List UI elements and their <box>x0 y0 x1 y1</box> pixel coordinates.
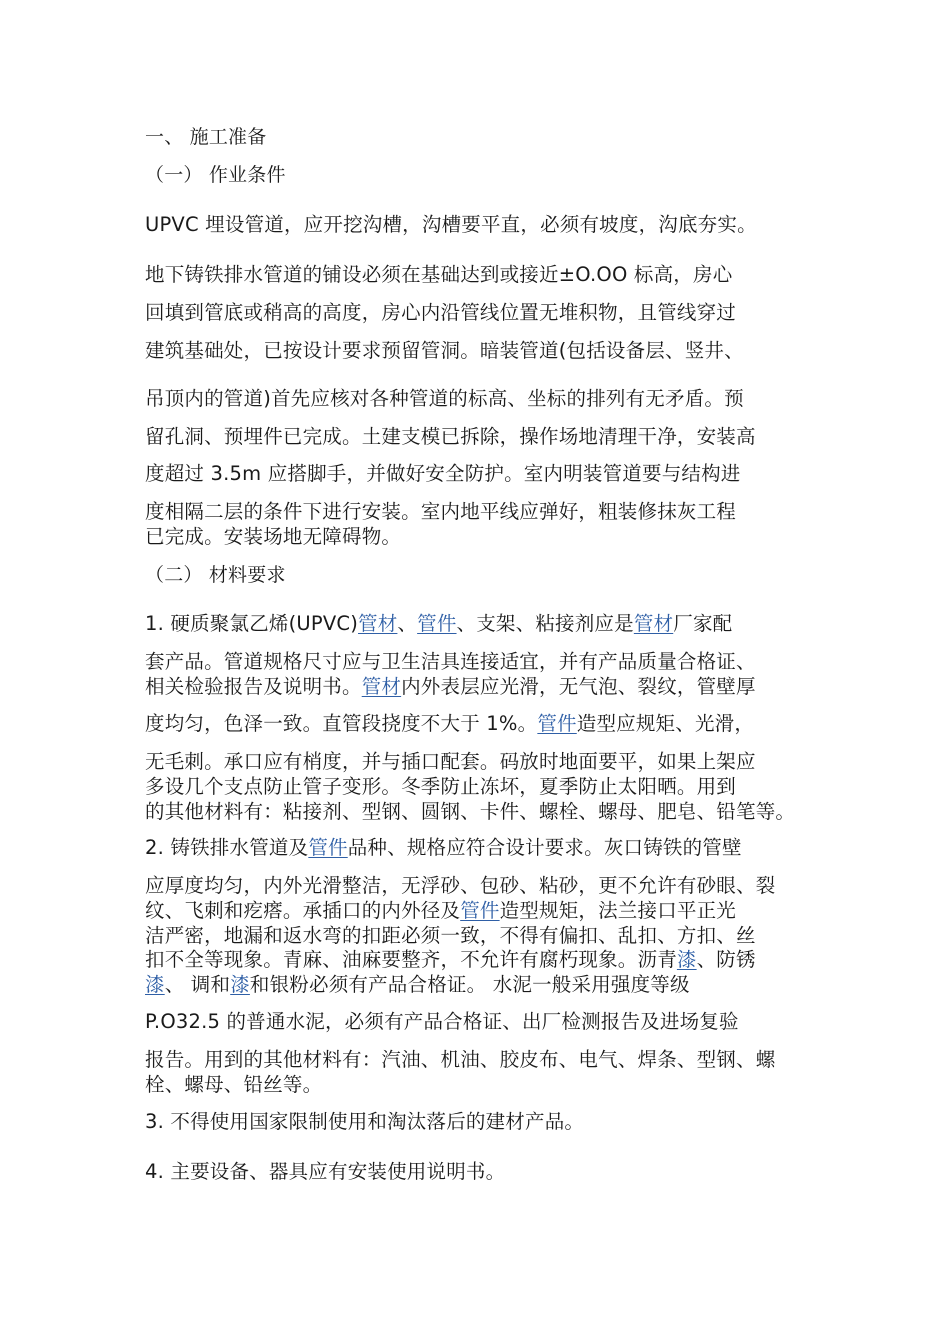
pipe-fitting-link[interactable]: 管件 <box>417 612 457 635</box>
paragraph-line: 建筑基础处，已按设计要求预留管洞。暗装管道(包括设备层、竖井、 <box>145 339 744 362</box>
subsection-title: （二） 材料要求 <box>145 564 286 586</box>
item3-line: 3. 不得使用国家限制使用和淘汰落后的建材产品。 <box>145 1110 585 1133</box>
paint-link[interactable]: 漆 <box>230 973 250 996</box>
item1-line: 多设几个支点防止管子变形。冬季防止冻坏，夏季防止太阳晒。用到 <box>145 775 737 798</box>
text-run: 、支架、粘接剂应是 <box>456 612 634 635</box>
paint-link[interactable]: 漆 <box>676 948 697 971</box>
subsection-title: （一） 作业条件 <box>145 164 286 186</box>
text-run: 造型应规矩、光滑， <box>576 712 755 735</box>
text-run: 内外表层应光滑，无气泡、裂纹，管壁厚 <box>401 675 756 698</box>
item2-line: 栓、螺母、铅丝等。 <box>145 1073 323 1096</box>
paragraph-line: 留孔洞、预埋件已完成。土建支模已拆除，操作场地清理干净，安装高 <box>145 425 756 448</box>
text-run: 度均匀，色泽一致。直管段挠度不大于 1%。 <box>145 712 538 735</box>
item1-line: 的其他材料有：粘接剂、型钢、圆钢、卡件、螺栓、螺母、肥皂、铅笔等。 <box>145 800 796 823</box>
text-run: 品种、规格应符合设计要求。灰口铸铁的管壁 <box>347 836 742 859</box>
text-run: 造型规矩，法兰接口平正光 <box>499 899 737 922</box>
text-run: 相关检验报告及说明书。 <box>145 675 362 698</box>
pipe-fitting-link[interactable]: 管件 <box>537 712 577 735</box>
item4-line: 4. 主要设备、器具应有安装使用说明书。 <box>145 1160 506 1183</box>
paint-link[interactable]: 漆 <box>145 973 165 996</box>
item2-line: 报告。用到的其他材料有：汽油、机油、胶皮布、电气、焊条、型钢、螺 <box>145 1048 776 1071</box>
item2-line: P.O32.5 的普通水泥，必须有产品合格证、出厂检测报告及进场复验 <box>145 1010 739 1033</box>
item2-line <box>145 898 736 924</box>
text-run: 扣不全等现象。青麻、油麻要整齐，不允许有腐朽现象。沥青 <box>145 948 677 971</box>
pipe-material-link[interactable]: 管材 <box>358 612 398 635</box>
item1-line: 无毛刺。承口应有梢度，并与插口配套。码放时地面要平，如果上架应 <box>145 750 756 773</box>
paragraph-line: 度相隔二层的条件下进行安装。室内地平线应弹好，粗装修抹灰工程 <box>145 500 737 523</box>
item2-line <box>145 972 690 998</box>
text-run: 和银粉必须有产品合格证。 水泥一般采用强度等级 <box>249 973 690 996</box>
item1-line: 套产品。管道规格尺寸应与卫生洁具连接适宜，并有产品质量合格证、 <box>145 650 756 673</box>
paragraph-line: 吊顶内的管道)首先应核对各种管道的标高、坐标的排列有无矛盾。预 <box>145 387 744 410</box>
text-run: 、 <box>397 612 418 635</box>
item1-line <box>145 611 732 637</box>
item2-line <box>145 835 742 861</box>
text-run: 1. 硬质聚氯乙烯(UPVC) <box>145 612 359 635</box>
item1-line <box>145 711 754 737</box>
text-run: 2. 铸铁排水管道及 <box>145 836 309 859</box>
item1-line <box>145 674 756 700</box>
paragraph-line: 度超过 3.5m 应搭脚手，并做好安全防护。室内明装管道要与结构进 <box>145 462 741 485</box>
item2-line <box>145 947 756 973</box>
pipe-material-link[interactable]: 管材 <box>633 612 674 635</box>
text-run: 厂家配 <box>673 612 733 635</box>
paragraph-upvc: UPVC 埋设管道，应开挖沟槽，沟槽要平直，必须有坡度，沟底夯实。 <box>145 213 757 236</box>
item2-line: 洁严密，地漏和返水弯的扣距必须一致，不得有偏扣、乱扣、方扣、丝 <box>145 924 756 947</box>
item2-line: 应厚度均匀，内外光滑整洁，无浮砂、包砂、粘砂，更不允许有砂眼、裂 <box>145 874 776 897</box>
paragraph-line: 已完成。安装场地无障碍物。 <box>145 525 402 548</box>
pipe-fitting-link[interactable]: 管件 <box>308 836 348 859</box>
text-run: 、防锈 <box>696 948 756 971</box>
section-title: 一、 施工准备 <box>145 126 267 148</box>
text-run: 、 调和 <box>164 973 231 996</box>
pipe-material-link[interactable]: 管材 <box>361 675 402 698</box>
paragraph-line: 回填到管底或稍高的高度，房心内沿管线位置无堆积物，且管线穿过 <box>145 301 737 324</box>
text-run: 纹、飞刺和疙瘩。承插口的内外径及 <box>145 899 461 922</box>
pipe-fitting-link[interactable]: 管件 <box>460 899 500 922</box>
paragraph-line: 地下铸铁排水管道的铺设必须在基础达到或接近±O.OO 标高，房心 <box>145 263 733 286</box>
